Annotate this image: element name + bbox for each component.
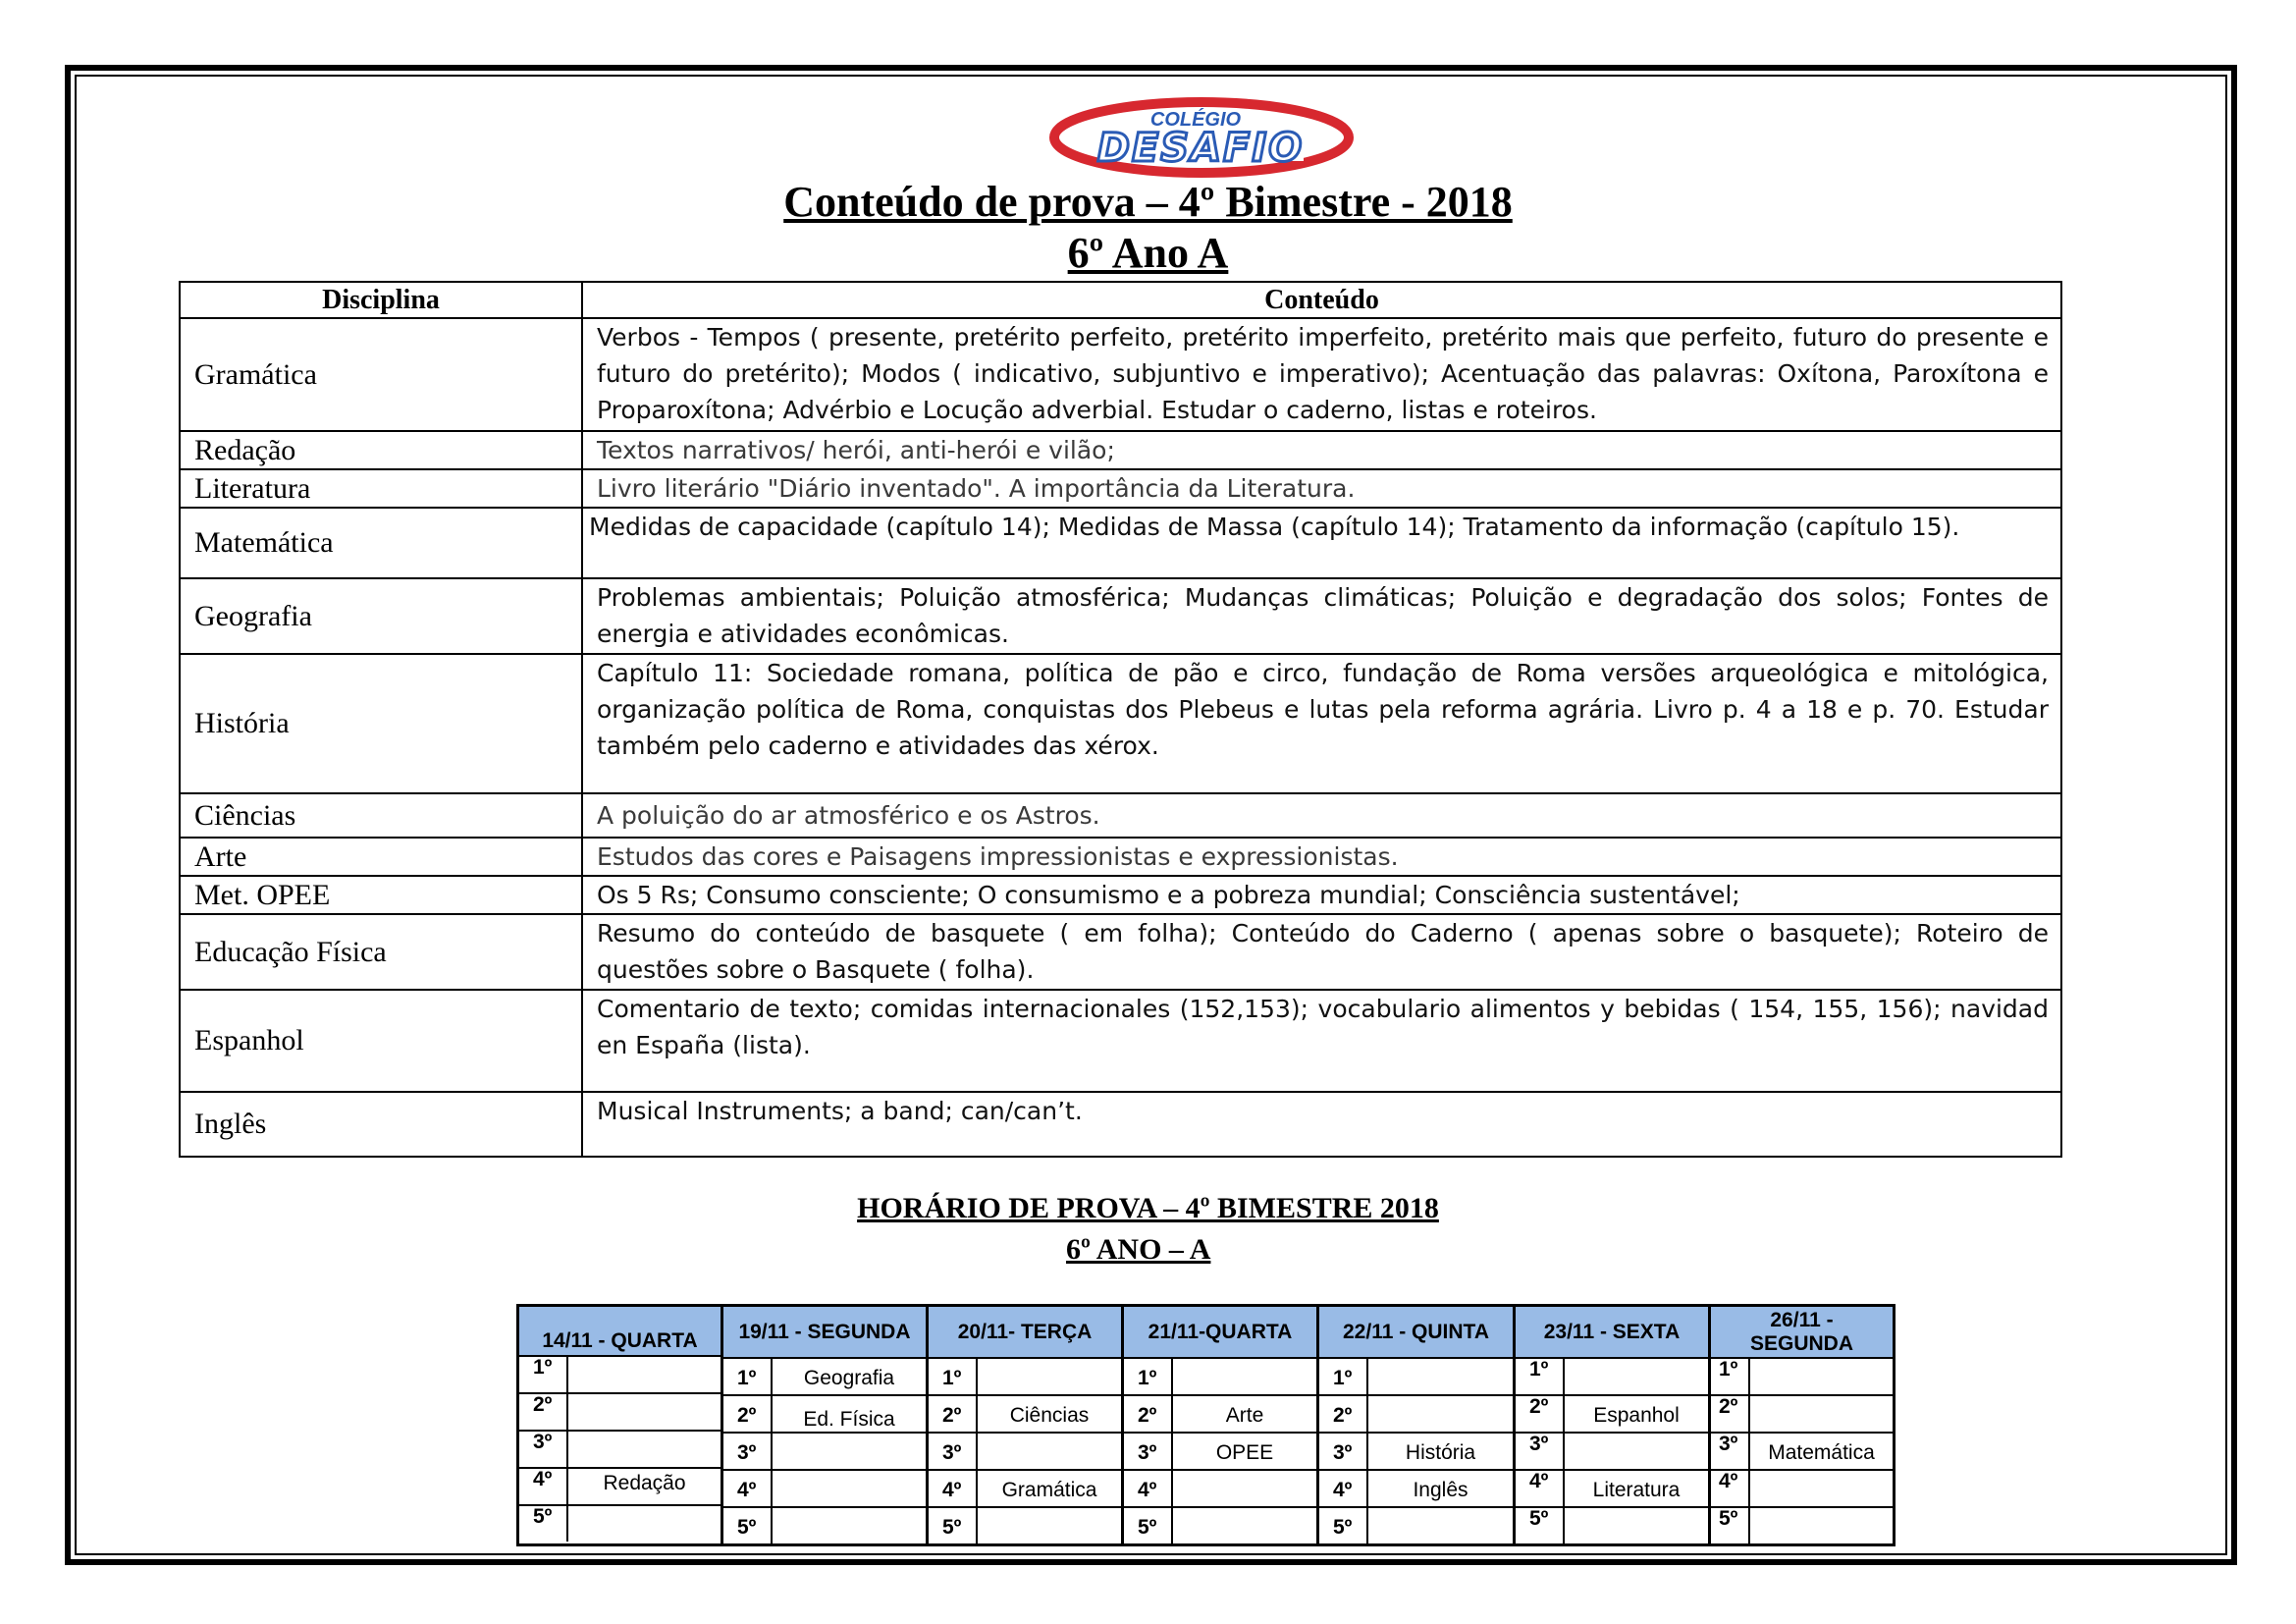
slot-subject <box>1368 1359 1513 1394</box>
slot-number: 1º <box>1711 1359 1750 1394</box>
slot-subject <box>1173 1471 1316 1506</box>
slot-number: 3º <box>1319 1434 1368 1469</box>
schedule-slot <box>1319 1396 1513 1434</box>
slot-subject <box>568 1432 721 1467</box>
schedule-slot <box>929 1471 1121 1508</box>
discipline-cell: História <box>180 654 582 793</box>
table-row <box>180 578 2061 654</box>
schedule-slot <box>1124 1434 1316 1471</box>
table-row <box>180 914 2061 990</box>
table-row <box>180 1092 2061 1157</box>
schedule-slot <box>929 1434 1121 1471</box>
slot-number: 1º <box>519 1357 568 1392</box>
slot-number: 5º <box>929 1508 978 1543</box>
slot-subject: Inglês <box>1413 1479 1468 1501</box>
slot-subject <box>773 1508 926 1543</box>
slot-subject <box>978 1434 1121 1469</box>
schedule-slot <box>1711 1396 1893 1434</box>
schedule-slot <box>723 1434 926 1471</box>
slot-subject <box>568 1506 721 1542</box>
discipline-cell: Matemática <box>180 508 582 578</box>
slot-subject <box>1565 1434 1708 1469</box>
slot-number: 5º <box>723 1508 773 1543</box>
slot-number: 2º <box>519 1394 568 1430</box>
discipline-cell: Arte <box>180 838 582 876</box>
schedule-slot <box>723 1359 926 1396</box>
slot-subject <box>773 1434 926 1469</box>
schedule-day-column <box>723 1307 929 1543</box>
schedule-day-header: 20/11- TERÇA <box>929 1307 1121 1359</box>
slot-number: 5º <box>519 1506 568 1542</box>
slot-subject: OPEE <box>1215 1441 1274 1464</box>
schedule-day-header: 26/11 - SEGUNDA <box>1711 1307 1893 1359</box>
schedule-slot <box>519 1357 721 1394</box>
slot-number: 4º <box>1319 1471 1368 1506</box>
content-cell: Capítulo 11: Sociedade romana, política de pão e circo, fundação de Roma versões arqueológica e mitológica, organização política de Roma, conquistas dos Plebeus e lutas pela reforma agrária. Livro p. 4 a 18 e p. 70. Estudar também pelo caderno e atividades das xérox. <box>582 654 2061 793</box>
document-title: Conteúdo de prova – 4º Bimestre - 2018 <box>783 178 1513 226</box>
slot-subject <box>978 1508 1121 1543</box>
slot-number: 1º <box>1124 1359 1173 1394</box>
discipline-cell: Espanhol <box>180 990 582 1092</box>
slot-number: 2º <box>1711 1396 1750 1432</box>
slot-subject <box>1368 1508 1513 1543</box>
schedule-slot <box>1516 1396 1708 1434</box>
table-row <box>180 508 2061 578</box>
slot-number: 3º <box>929 1434 978 1469</box>
table-row <box>180 793 2061 838</box>
slot-number: 3º <box>1711 1434 1750 1469</box>
slot-number: 1º <box>929 1359 978 1394</box>
schedule-slot <box>1516 1434 1708 1471</box>
slot-subject <box>773 1471 926 1506</box>
schedule-day-header: 22/11 - QUINTA <box>1319 1307 1513 1359</box>
discipline-cell: Inglês <box>180 1092 582 1157</box>
slot-number: 4º <box>723 1471 773 1506</box>
schedule-slot <box>1516 1508 1708 1543</box>
slot-subject <box>568 1394 721 1430</box>
slot-number: 4º <box>519 1469 568 1504</box>
slot-number: 4º <box>1711 1471 1750 1506</box>
discipline-cell: Gramática <box>180 318 582 431</box>
table-row <box>180 990 2061 1092</box>
table-row <box>180 654 2061 793</box>
content-cell: Problemas ambientais; Poluição atmosférica; Mudanças climáticas; Poluição e degradação dos solos; Fontes de energia e atividades econômicas. <box>582 578 2061 654</box>
schedule-slot <box>1124 1471 1316 1508</box>
slot-subject <box>1750 1508 1893 1543</box>
schedule-slot <box>1124 1359 1316 1396</box>
schedule-day-column <box>519 1307 723 1543</box>
content-cell: Textos narrativos/ herói, anti-herói e vilão; <box>582 431 2061 469</box>
schedule-day-column <box>929 1307 1124 1543</box>
schedule-slot <box>1319 1359 1513 1396</box>
slot-number: 5º <box>1124 1508 1173 1543</box>
slot-number: 4º <box>1516 1471 1565 1506</box>
slot-subject <box>568 1357 721 1392</box>
schedule-slot <box>929 1508 1121 1543</box>
slot-subject <box>1173 1508 1316 1543</box>
slot-number: 2º <box>723 1396 773 1432</box>
slot-subject <box>1750 1396 1893 1432</box>
slot-number: 3º <box>723 1434 773 1469</box>
slot-number: 5º <box>1516 1508 1565 1543</box>
slot-subject <box>1368 1396 1513 1432</box>
slot-subject <box>1750 1471 1893 1506</box>
slot-subject: Redação <box>603 1472 686 1494</box>
discipline-cell: Met. OPEE <box>180 876 582 914</box>
slot-number: 3º <box>1124 1434 1173 1469</box>
slot-subject <box>1565 1359 1708 1394</box>
schedule-title: HORÁRIO DE PROVA – 4º BIMESTRE 2018 <box>857 1192 1439 1224</box>
content-cell: Comentario de texto; comidas internacionales (152,153); vocabulario alimentos y bebidas ( 154, 155, 156); navidad en España (lista). <box>582 990 2061 1092</box>
slot-subject: Literatura <box>1592 1479 1681 1501</box>
slot-number: 1º <box>723 1359 773 1394</box>
content-table <box>179 281 2062 1158</box>
slot-number: 1º <box>1319 1359 1368 1394</box>
schedule-slot <box>1319 1471 1513 1508</box>
content-cell: A poluição do ar atmosférico e os Astros. <box>582 793 2061 838</box>
schedule-slot <box>1516 1471 1708 1508</box>
slot-number: 5º <box>1711 1508 1750 1543</box>
schedule-day-header: 21/11-QUARTA <box>1124 1307 1316 1359</box>
discipline-cell: Redação <box>180 431 582 469</box>
schedule-slot <box>519 1432 721 1469</box>
slot-number: 2º <box>1319 1396 1368 1432</box>
slot-number: 5º <box>1319 1508 1368 1543</box>
schedule-slot <box>1516 1359 1708 1396</box>
slot-number: 2º <box>929 1396 978 1432</box>
schedule-slot <box>723 1508 926 1543</box>
slot-number: 3º <box>519 1432 568 1467</box>
schedule-slot <box>723 1471 926 1508</box>
schedule-day-column <box>1124 1307 1319 1543</box>
schedule-day-column <box>1711 1307 1896 1543</box>
content-cell: Medidas de capacidade (capítulo 14); Medidas de Massa (capítulo 14); Tratamento da informação (capítulo 15). <box>582 508 2061 578</box>
content-cell: Verbos - Tempos ( presente, pretérito perfeito, pretérito imperfeito, pretérito mais que perfeito, futuro do presente e futuro do pretérito); Modos ( indicativo, subjuntivo e imperativo); Acentuação das palavras: Oxítona, Paroxítona e Proparoxítona; Advérbio e Locução adverbial. Estudar o caderno, listas e roteiros. <box>582 318 2061 431</box>
schedule-day-header: 14/11 - QUARTA <box>519 1307 721 1357</box>
slot-subject <box>978 1359 1121 1394</box>
schedule-slot <box>1711 1359 1893 1396</box>
discipline-cell: Educação Física <box>180 914 582 990</box>
column-header-content: Conteúdo <box>582 282 2061 318</box>
schedule-slot <box>929 1396 1121 1434</box>
schedule-day-column <box>1516 1307 1711 1543</box>
slot-number: 3º <box>1516 1434 1565 1469</box>
content-cell: Musical Instruments; a band; can/can’t. <box>582 1092 2061 1157</box>
content-table-header <box>180 282 2061 318</box>
schedule-slot <box>1711 1471 1893 1508</box>
schedule-slot <box>1124 1508 1316 1543</box>
slot-subject: Geografia <box>803 1367 895 1389</box>
content-cell: Resumo do conteúdo de basquete ( em folha); Conteúdo do Caderno ( apenas sobre o basquete); Roteiro de questões sobre o Basquete ( folha). <box>582 914 2061 990</box>
table-row <box>180 469 2061 508</box>
schedule-slot <box>519 1506 721 1542</box>
logo-main-text: DESAFIO <box>1096 126 1305 171</box>
table-row <box>180 431 2061 469</box>
column-header-discipline: Disciplina <box>180 282 582 318</box>
logo-small-text: COLÉGIO <box>1149 109 1242 131</box>
schedule-slot <box>519 1469 721 1506</box>
document-subtitle: 6º Ano A <box>1067 229 1229 277</box>
slot-subject <box>1173 1359 1316 1394</box>
table-row <box>180 876 2061 914</box>
slot-number: 1º <box>1516 1359 1565 1394</box>
slot-number: 2º <box>1516 1396 1565 1432</box>
schedule-day-column <box>1319 1307 1516 1543</box>
slot-number: 4º <box>1124 1471 1173 1506</box>
slot-subject: Ciências <box>1009 1404 1090 1427</box>
table-row <box>180 318 2061 431</box>
schedule-slot <box>519 1394 721 1432</box>
content-cell: Os 5 Rs; Consumo consciente; O consumismo e a pobreza mundial; Consciência sustentável; <box>582 876 2061 914</box>
slot-number: 2º <box>1124 1396 1173 1432</box>
school-logo <box>1048 92 1355 179</box>
schedule-slot <box>1711 1508 1893 1543</box>
content-cell: Estudos das cores e Paisagens impressionistas e expressionistas. <box>582 838 2061 876</box>
slot-subject: Gramática <box>1001 1479 1097 1501</box>
schedule-slot <box>723 1396 926 1434</box>
slot-subject <box>1565 1508 1708 1543</box>
discipline-cell: Literatura <box>180 469 582 508</box>
table-row <box>180 838 2061 876</box>
schedule-subtitle: 6º ANO – A <box>1066 1233 1211 1266</box>
schedule-slot <box>1711 1434 1893 1471</box>
content-cell: Livro literário "Diário inventado". A importância da Literatura. <box>582 469 2061 508</box>
slot-subject: História <box>1405 1441 1476 1464</box>
schedule-slot <box>1124 1396 1316 1434</box>
slot-subject: Matemática <box>1768 1441 1875 1464</box>
slot-number: 4º <box>929 1471 978 1506</box>
slot-subject <box>1750 1359 1893 1394</box>
schedule-slot <box>1319 1434 1513 1471</box>
slot-subject: Arte <box>1225 1404 1264 1427</box>
slot-subject: Ed. Física <box>803 1408 895 1431</box>
exam-schedule-grid <box>516 1304 1896 1546</box>
schedule-day-header: 23/11 - SEXTA <box>1516 1307 1708 1359</box>
discipline-cell: Geografia <box>180 578 582 654</box>
discipline-cell: Ciências <box>180 793 582 838</box>
schedule-slot <box>1319 1508 1513 1543</box>
schedule-slot <box>929 1359 1121 1396</box>
schedule-day-header: 19/11 - SEGUNDA <box>723 1307 926 1359</box>
slot-subject: Espanhol <box>1593 1404 1680 1427</box>
